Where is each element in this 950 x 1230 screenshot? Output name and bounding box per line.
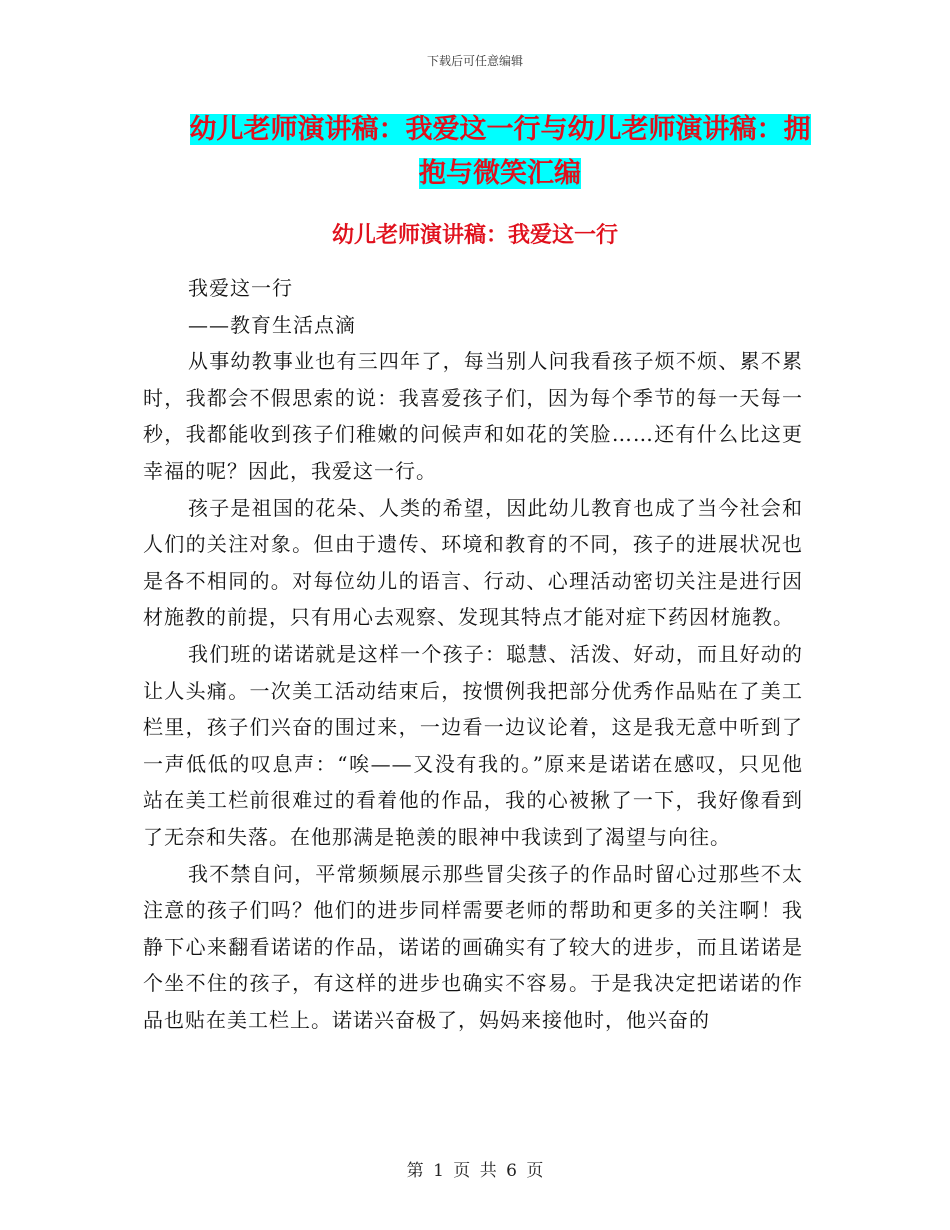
paragraph: 从事幼教事业也有三四年了，每当别人问我看孩子烦不烦、累不累时，我都会不假思索的说：我喜爱孩子们，因为每个季节的每一天每一秒，我都能收到孩子们稚嫩的问候声和如花的笑脸……还有什么比这更幸福的呢？因此，我爱这一行。: [143, 349, 803, 483]
document-title-text: 幼儿老师演讲稿：我爱这一行与幼儿老师演讲稿：拥抱与微笑汇编: [189, 114, 811, 189]
paragraph: 我爱这一行: [188, 276, 293, 300]
document-body: [143, 270, 803, 1038]
document-title: [180, 108, 820, 196]
paragraph: 我们班的诺诺就是这样一个孩子：聪慧、活泼、好动，而且好动的让人头痛。一次美工活动结束后，按惯例我把部分优秀作品贴在了美工栏里，孩子们兴奋的围过来，一边看一边议论着，这是我无意中听到了一声低低的叹息声：“唉——又没有我的。”原来是诺诺在感叹，只见他站在美工栏前很难过的看着他的作品，我的心被揪了一下，我好像看到了无奈和失落。在他那满是艳羡的眼神中我读到了渴望与向往。: [143, 641, 803, 849]
section-title: 幼儿老师演讲稿：我爱这一行: [331, 223, 618, 248]
paragraph: 孩子是祖国的花朵、人类的希望，因此幼儿教育也成了当今社会和人们的关注对象。但由于遗传、环境和教育的不同，孩子的进展状况也是各不相同的。对每位幼儿的语言、行动、心理活动密切关注是进行因材施教的前提，只有用心去观察、发现其特点才能对症下药因材施教。: [143, 495, 803, 630]
paragraph: ——教育生活点滴: [188, 312, 356, 337]
paragraph: 我不禁自问，平常频频展示那些冒尖孩子的作品时留心过那些不太注意的孩子们吗？他们的进步同样需要老师的帮助和更多的关注啊！我静下心来翻看诺诺的作品，诺诺的画确实有了较大的进步，而且诺诺是个坐不住的孩子，有这样的进步也确实不容易。于是我决定把诺诺的作品也贴在美工栏上。诺诺兴奋极了，妈妈来接他时，他兴奋的: [143, 861, 803, 1032]
header-note: 下载后可任意编辑: [426, 54, 523, 68]
page-number: 第 1 页 共 6 页: [406, 1161, 544, 1181]
